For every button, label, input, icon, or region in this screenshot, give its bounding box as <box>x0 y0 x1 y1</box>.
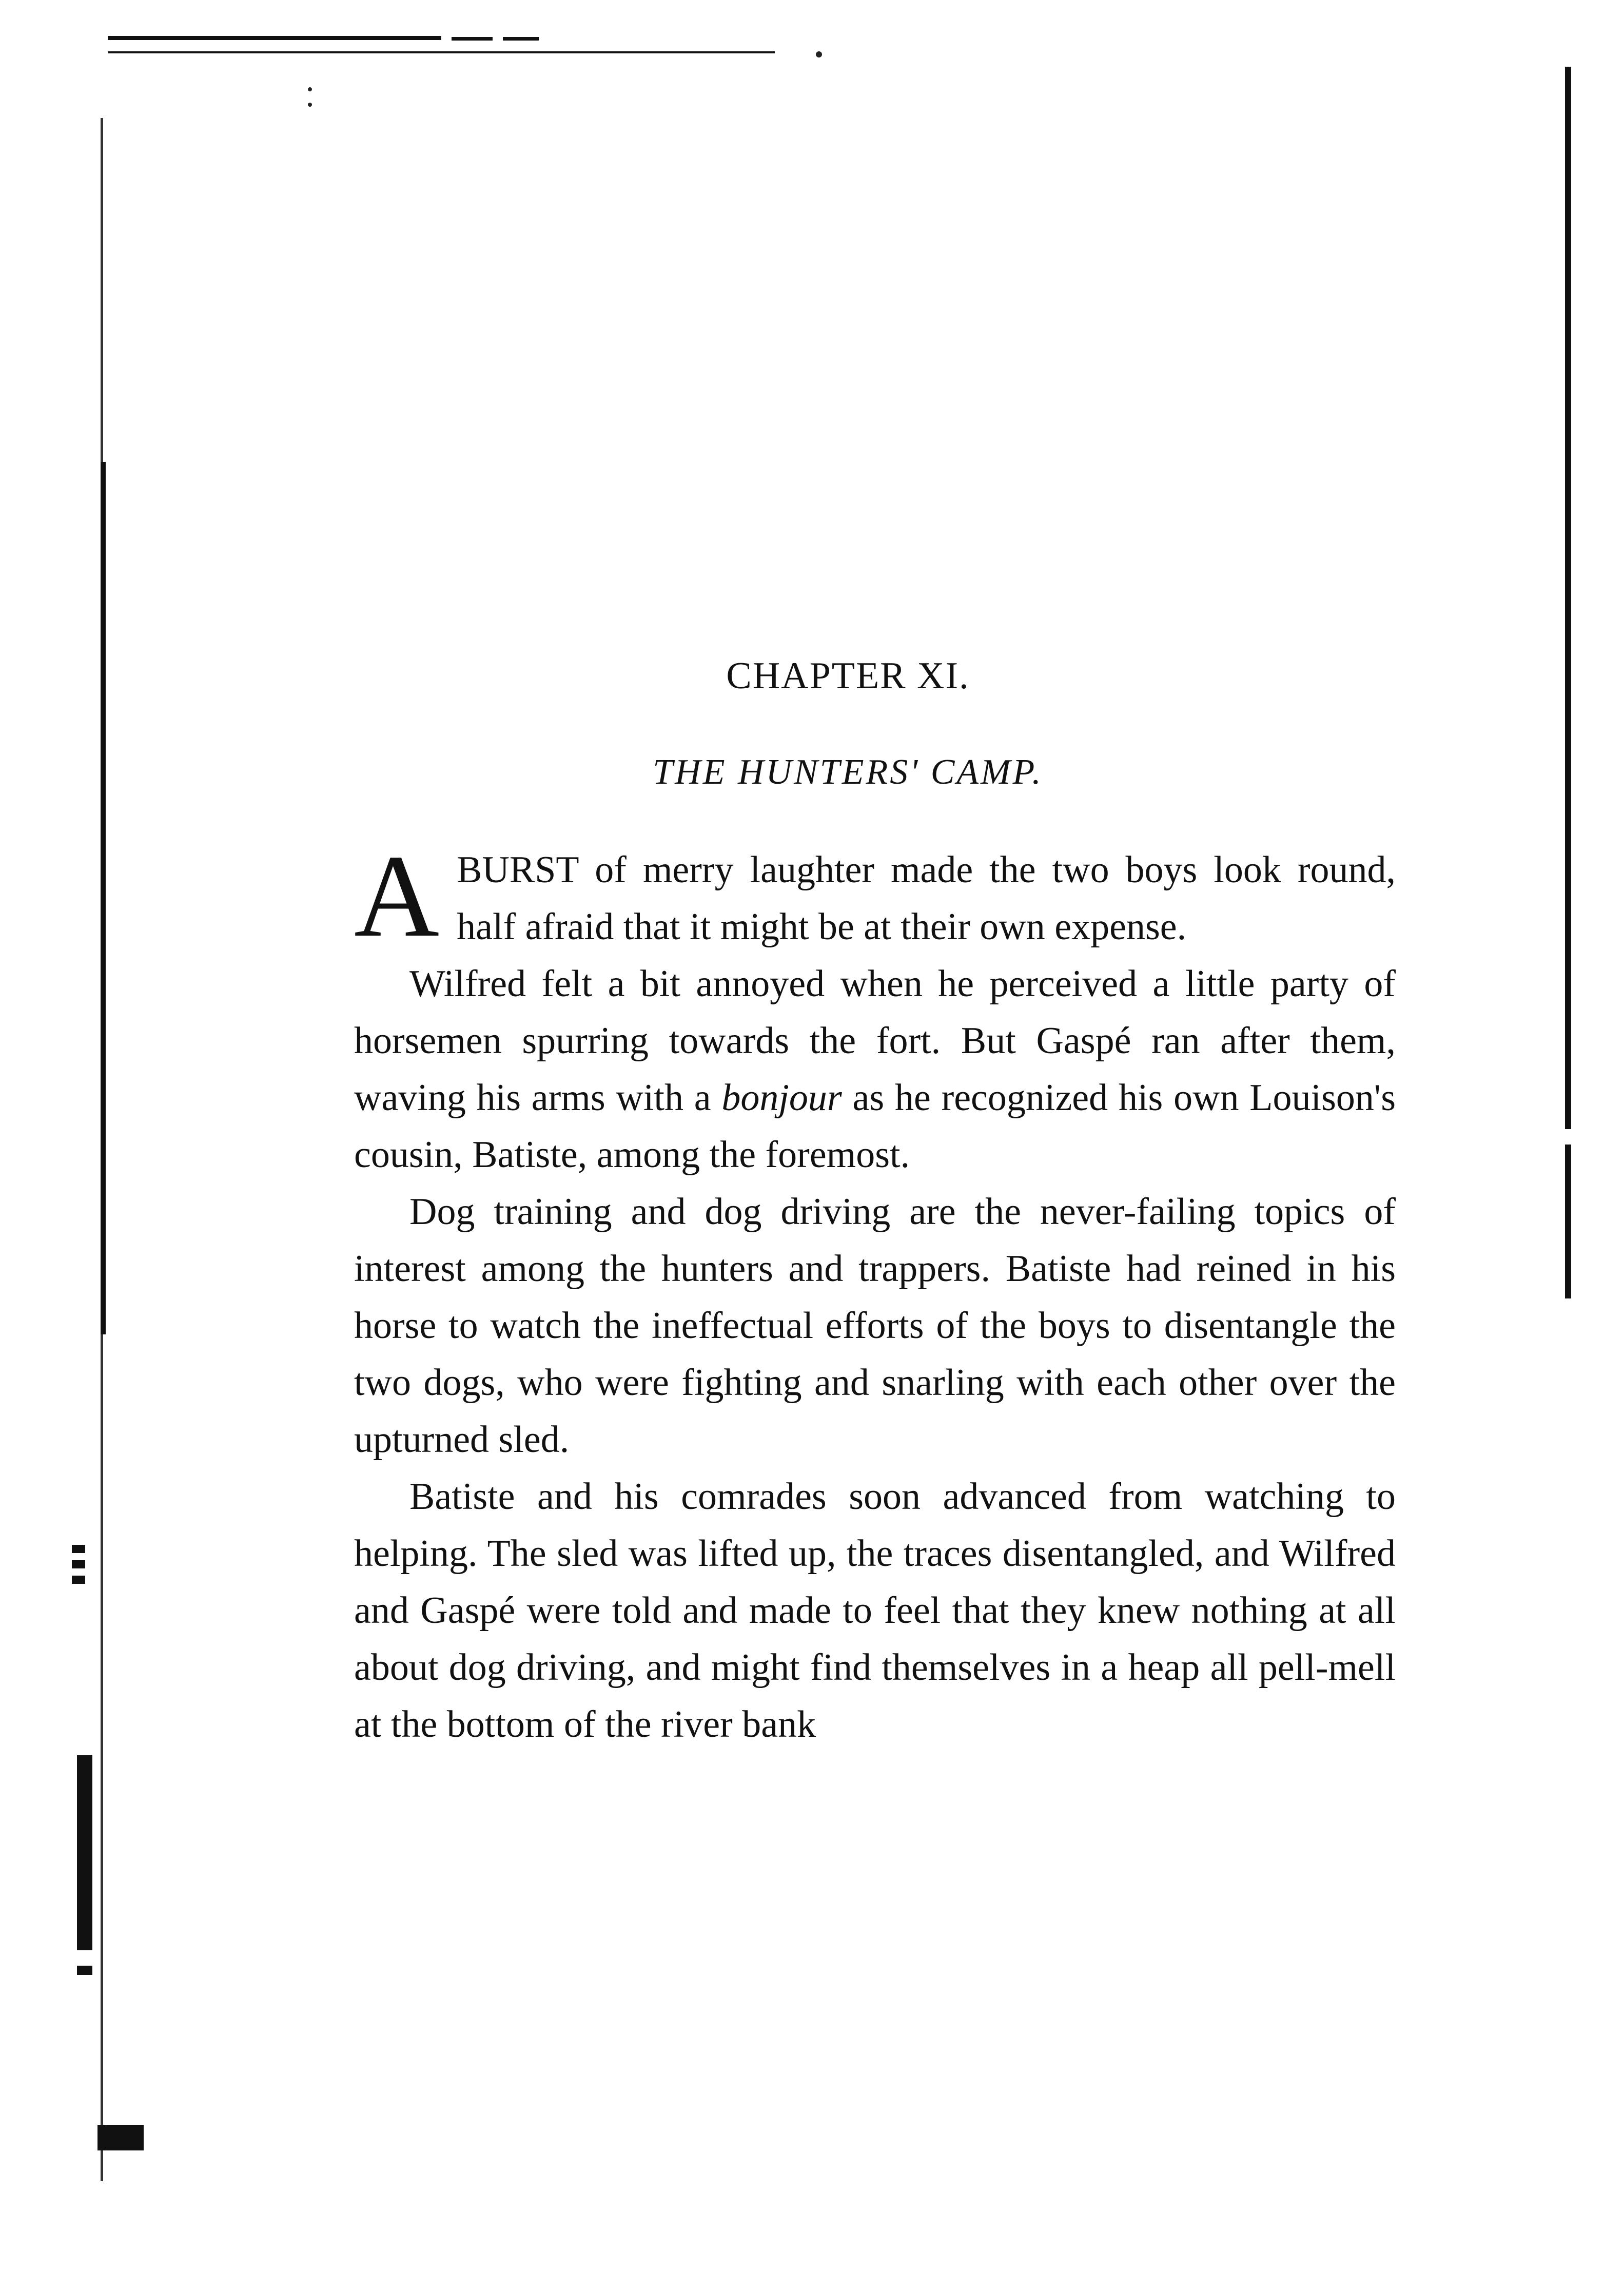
paragraph-1-text: BURST of merry laughter made the two boys look round, half afraid that it might be at their own expense. <box>457 849 1396 948</box>
drop-cap: A <box>354 830 440 961</box>
scan-gutter-mark <box>72 1545 85 1553</box>
paragraph-1 <box>354 830 1396 961</box>
body-text <box>354 830 1396 1753</box>
paragraph-3-text: Dog training and dog driving are the never-failing topics of interest among the hunters and trappers. Batiste had reined in his horse to watch the ineffectual efforts of the boys to disentangle the two dogs, who were fighting and snarling with each other over the upturned sled. <box>354 1191 1396 1461</box>
scan-right-edge <box>1565 67 1571 1129</box>
scan-speck <box>308 87 312 91</box>
paragraph-4-text: Batiste and his comrades soon advanced from watching to helping. The sled was lifted up, the traces disentangled, and Wilfred and Gaspé were told and made to feel that they knew nothing at all about dog driving, and might find themselves in a heap all pell-mell at the bottom of the river bank <box>354 1476 1396 1746</box>
scan-rule-top <box>108 36 441 40</box>
scan-rule-fragment <box>503 37 539 41</box>
chapter-title: THE HUNTERS' CAMP. <box>653 752 1043 792</box>
paragraph-2-text-before: Wilfred felt a bit annoyed when he perceived a little party of horsemen spurring towards the fort. But Gaspé ran after them, waving his arms with a <box>354 963 1396 1119</box>
scan-rule-fragment <box>452 37 493 41</box>
scan-gutter-mark <box>72 1560 85 1568</box>
scan-gutter-mark <box>77 1966 92 1975</box>
paragraph-2-text-after: as he recognized his own Louison's cousin, Batiste, among the foremost. <box>354 1077 1396 1176</box>
scan-right-edge <box>1565 1145 1571 1298</box>
paragraph-4 <box>354 1468 1396 1753</box>
scan-speck <box>308 103 312 107</box>
scan-gutter-corner <box>97 2125 144 2150</box>
chapter-heading: CHAPTER XI. <box>726 655 970 697</box>
paragraph-3 <box>354 1184 1396 1468</box>
paragraph-2 <box>354 956 1396 1184</box>
scan-rule-thin <box>108 51 775 53</box>
paragraph-2-italic-word: bonjour <box>721 1077 842 1119</box>
scan-speck <box>816 51 822 57</box>
scan-gutter-mark <box>72 1576 85 1584</box>
scan-gutter-shadow <box>101 462 106 1334</box>
scan-gutter-block <box>77 1755 92 1950</box>
